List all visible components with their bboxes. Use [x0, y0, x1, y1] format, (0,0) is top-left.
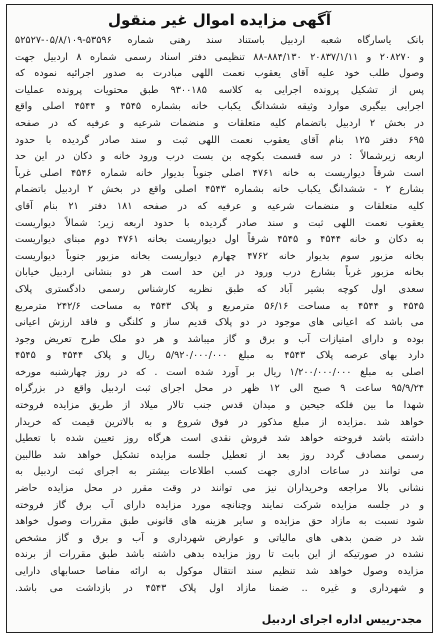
- notice-line: نشانی بالا مراجعه وخریداران نیز می توانند در وقت مقرر در محل مزایده حاضر: [15, 483, 424, 495]
- notice-line: است شرقاً دیواریست به خانه ۴۷۶۱ اصلی جنوباً بدیوار خانه شماره ۴۵۴۶ اصلی غرباً: [15, 167, 424, 179]
- notice-frame: [6, 4, 433, 633]
- notice-signature: مجد-رییس اداره اجرای اردبیل: [261, 613, 422, 626]
- notice-line: ۴۵۴۵ و ۴۵۴۴ به مساحت ۵۶/۱۶ مترمربع و پلاک ۴۵۴۳ به مساحت ۲۴۲/۶ مترمربع: [15, 300, 424, 312]
- notice-line: سعدی اول کوچه بشیر آباد که طبق نظریه کارشناس رسمی دادگستری پلاک: [15, 283, 424, 295]
- notice-line: به دکان و خانه ۴۵۴۴ و ۴۵۴۵ شرقاً اول دیواریست بخانه ۴۷۶۱ دوم مبنای دیواریست: [15, 234, 424, 246]
- notice-line: بانک یاسارگاه شعبه اردبیل باستناد سند رهنی شماره ۵۳۵۹۶-۰۵/۸/۱۰۹-۵۲۵۲۷: [15, 35, 424, 46]
- notice-line: اجرایی بیگیری موارد وثیقه ششدانگ یکباب خانه بشماره ۴۵۴۵ و ۴۵۴۴ اصلی واقع: [15, 101, 424, 113]
- notice-title: آگهی مزایده اموال غیر منقول: [107, 11, 332, 29]
- notice-line: اربعه زیرشمالاً : در سه قسمت بکوچه بن بست درب ورود خانه و دکان در این حد: [15, 151, 424, 163]
- notice-line: بخانه مزبور سوم بدیوار خانه ۴۷۶۲ چهارم دیواریست بخانه مزبور جنوباً دیواریست: [15, 250, 424, 262]
- notice-line: نشده در صورتیکه از این بابت تا روز مزایده بدهی داشته باشد طبق مقررات از برنده: [15, 549, 424, 561]
- notice-line: کلیه متعلقات و منضمات شرعیه و عرفیه که در صفحه ۱۸۱ دفتر ۲۱ بنام آقای: [15, 200, 424, 212]
- notice-line: بوده و دارای امتیازات آب و برق و گاز میباشد و هر دو ملک طرح تعریض وجود: [15, 333, 424, 345]
- notice-line: مزایده وصول خواهد شد تنظیم سند انتقال موکول به ارائه مفاصا حسابهای دارایی: [15, 566, 424, 577]
- notice-line: بخانه مزبور غرباً بشارع درب ورود در این حد است هر دو بنشانی اردبیل خیابان: [15, 267, 424, 279]
- notice-line: پس از تشکیل پرونده اجرایی به کلاسه ۹۳۰۰۱۸۵ طبق محتویات پرونده عملیات: [15, 84, 424, 96]
- notice-line: یعقوب نعمت اللهی ثبت و سند صادر گردیده با حدود اربعه زیر: شمالاً دیواریست: [15, 217, 424, 229]
- notice-line: و شهرداری و غیره .. ضمنا مازاد اول پلاک ۴۵۴۳ در بازداشت می باشد.: [15, 582, 424, 594]
- notice-line: می باشد که اعیانی های موجود در دو پلاک قدیم ساز و کلنگی و فاقد ارزش اعیانی: [15, 317, 424, 329]
- notice-line: شد در ضمن بدهی های مالیاتی و عوارض شهرداری و آب و برق و گاز مشخص: [15, 532, 424, 544]
- notice-line: ۶۹۵ دفتر ۱۲۵ بنام آقای یعقوب نعمت اللهی ثبت و سند صادر گردیده با حدود: [15, 134, 424, 146]
- notice-line: در بخش ۲ اردبیل باتضمام کلیه متعلقات و منضمات شرعیه و عرفیه که در صفحه: [15, 117, 424, 129]
- notice-line: و در جلسه مزایده شرکت نمایند وچنانچه مورد مزایده دارای آب برق گاز فروخته: [15, 499, 424, 511]
- notice-line: می توانند در ساعات اداری جهت کسب اطلاعات بیشتر به اجرای ثبت اردبیل به: [15, 466, 424, 478]
- notice-line: بشارع ۲ - ششدانگ یکباب خانه بشماره ۴۵۴۳ اصلی واقع در بخش ۲ اردبیل باتضمام: [15, 184, 424, 196]
- notice-line: وصول طلب خود علیه آقای یعقوب نعمت اللهی مبادرت به صدور اجرائیه نموده که: [15, 68, 424, 80]
- notice-line: خواهد شد .مزایده از مبلغ مذکور در فوق شروع و به بالاترین قیمت که خریدار: [15, 416, 424, 428]
- notice-body: [7, 33, 432, 597]
- notice-line: شود نسبت به مازاد حق مزایده و سایر هزینه های قانونی طبق مقررات وصول خواهد: [15, 516, 424, 528]
- notice-line: دارد بهای عرصه پلاک ۴۵۴۳ به مبلغ ۵/۹۲۰/۰۰۰/۰۰۰ ریال و پلاک ۴۵۴۴ و ۴۵۴۵: [15, 350, 424, 362]
- notice-line: داشته باشد فروخته خواهد شد فروش نقدی است هرگاه روز تعیین شده با تعطیل: [15, 433, 424, 445]
- notice-line: اصلی به مبلغ ۱/۲۰۰/۰۰۰/۰۰۰ ریال بر آورد شده است . که در روز چهارشنبه مورخه: [15, 366, 424, 378]
- notice-line: و ۲۰۸۲۷۰ و ۲۰۸۳۷/۱/۱۱ ۸۸۴/۱۳۰-۸۸ تنظیمی دفتر اسناد رسمی شماره ۸ اردبیل جهت: [15, 51, 424, 63]
- notice-line: رسمی مصادف گردد روز بعد از تعطیل جلسه مزایده تشکیل خواهد شد طالبین: [15, 449, 424, 461]
- notice-line: شهدا ما بین فلکه جیحین و میدان قدس جنب تالار میلاد از طریق مزایده فروخته: [15, 400, 424, 412]
- notice-line: ۹۵/۹/۲۴ ساعت ۹ صبح الی ۱۲ ظهر در محل اجرای ثبت اردبیل واقع در بزرگراه: [15, 383, 424, 395]
